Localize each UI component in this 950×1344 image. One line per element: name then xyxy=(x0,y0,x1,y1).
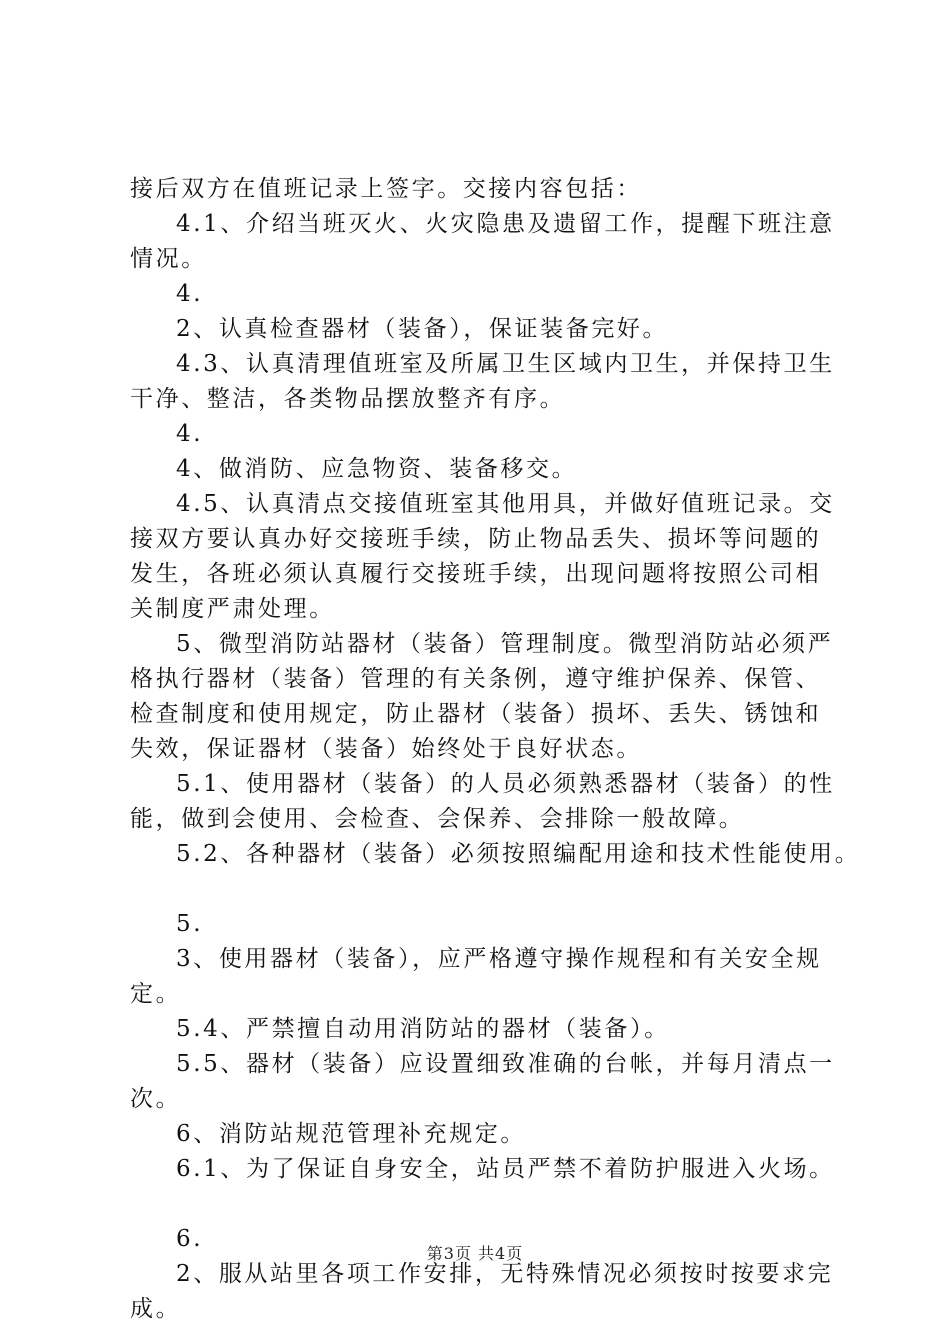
text-line: 关制度严肃处理。 xyxy=(130,596,335,622)
text-line: 情况。 xyxy=(130,246,207,272)
text-line: 2、服从站里各项工作安排，无特殊情况必须按时按要求完 xyxy=(176,1261,834,1287)
text-line: 4. xyxy=(176,281,204,307)
text-line: 发生，各班必须认真履行交接班手续，出现问题将按照公司相 xyxy=(130,561,822,587)
text-line: 4.5、认真清点交接值班室其他用具，并做好值班记录。交 xyxy=(176,491,835,517)
text-line: 5. xyxy=(176,911,204,937)
text-line: 3、使用器材（装备），应严格遵守操作规程和有关安全规 xyxy=(176,946,822,972)
text-line: 5、微型消防站器材（装备）管理制度。微型消防站必须严 xyxy=(176,631,834,657)
text-line: 定。 xyxy=(130,981,182,1007)
text-line: 2、认真检查器材（装备），保证装备完好。 xyxy=(176,316,669,342)
text-line: 干净、整洁，各类物品摆放整齐有序。 xyxy=(130,386,566,412)
text-line: 4. xyxy=(176,421,204,447)
text-line: 能，做到会使用、会检查、会保养、会排除一般故障。 xyxy=(130,806,745,832)
text-line: 6.1、为了保证自身安全，站员严禁不着防护服进入火场。 xyxy=(176,1156,835,1182)
blank-line xyxy=(130,1187,850,1222)
document-body xyxy=(130,172,861,1327)
text-line: 成。 xyxy=(130,1296,182,1322)
text-line: 接后双方在值班记录上签字。交接内容包括： xyxy=(130,176,642,202)
text-line: 5.5、器材（装备）应设置细致准确的台帐，并每月清点一 xyxy=(176,1051,835,1077)
text-line: 4.1、介绍当班灭火、火灾隐患及遗留工作，提醒下班注意 xyxy=(176,211,835,237)
text-line: 5.1、使用器材（装备）的人员必须熟悉器材（装备）的性 xyxy=(176,771,835,797)
text-line: 接双方要认真办好交接班手续，防止物品丢失、损坏等问题的 xyxy=(130,526,822,552)
text-line: 4.3、认真清理值班室及所属卫生区域内卫生，并保持卫生 xyxy=(176,351,835,377)
text-line: 格执行器材（装备）管理的有关条例，遵守维护保养、保管、 xyxy=(130,666,822,692)
text-line: 5.2、各种器材（装备）必须按照编配用途和技术性能使用。 xyxy=(176,841,861,867)
text-line: 失效，保证器材（装备）始终处于良好状态。 xyxy=(130,736,642,762)
blank-line xyxy=(130,872,850,907)
text-line: 4、做消防、应急物资、装备移交。 xyxy=(176,456,578,482)
text-line: 6、消防站规范管理补充规定。 xyxy=(176,1121,527,1147)
text-line: 次。 xyxy=(130,1086,182,1112)
text-line: 检查制度和使用规定，防止器材（装备）损坏、丢失、锈蚀和 xyxy=(130,701,822,727)
page-footer: 第3页 共4页 xyxy=(426,1244,524,1263)
text-line: 5.4、严禁擅自动用消防站的器材（装备）。 xyxy=(176,1016,670,1042)
text-line: 6. xyxy=(176,1226,204,1252)
